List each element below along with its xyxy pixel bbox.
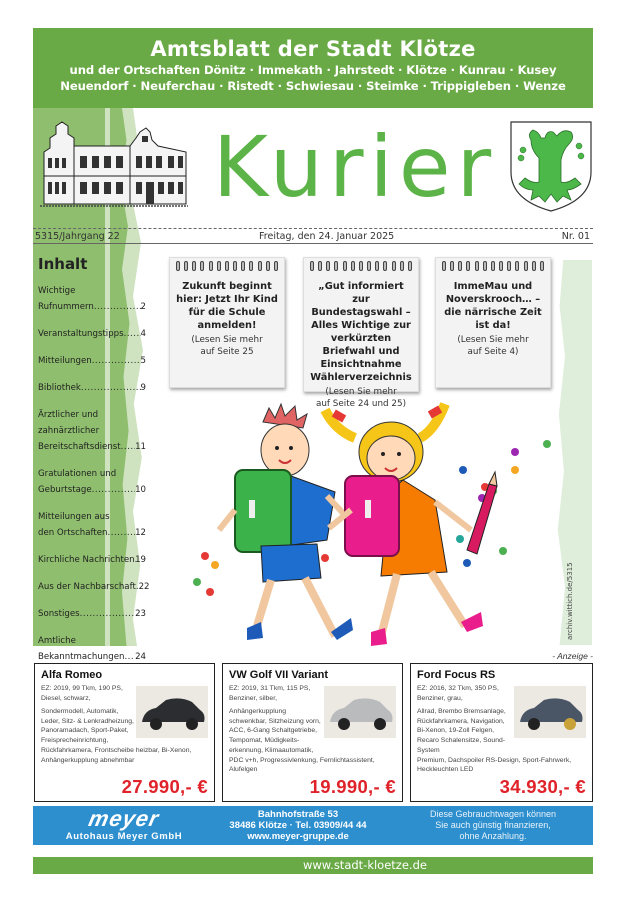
teaser-headline: „Gut informiert zur Bundestagswahl – Alles Wichtige zur verkürzten Briefwahl und Einsichtnahme Wählerverzeichnis xyxy=(310,281,412,383)
toc-page-number: 22 xyxy=(138,582,150,592)
toc-entry-label: Kirchliche Nachrichten xyxy=(38,555,135,565)
toc-entry-line-with-page xyxy=(38,606,146,622)
toc-page-number: 23 xyxy=(135,609,146,619)
spiral-binding-icon xyxy=(176,261,278,275)
spiral-ring xyxy=(507,261,511,271)
dealer-name: Autohaus Meyer GmbH xyxy=(65,831,183,842)
toc-page-number: 19 xyxy=(135,555,146,565)
right-decorative-strip xyxy=(556,260,592,645)
toc-entry-line-with-page xyxy=(38,579,150,595)
toc-entry-label: Rufnummern xyxy=(38,302,94,312)
teaser-headline: ImmeMau und Noverskrooch… – die närrische Zeit ist da! xyxy=(444,281,542,331)
car-photo-icon xyxy=(324,686,396,738)
toc-entry[interactable] xyxy=(38,283,146,315)
car-photo-icon xyxy=(514,686,586,738)
toc-entry-line-with-page xyxy=(38,353,146,369)
dealer-city-phone: 38486 Klötze · Tel. 03909/44 44 xyxy=(229,820,367,831)
spiral-binding-icon xyxy=(310,261,412,275)
toc-entry-line: zahnärztlicher xyxy=(38,426,100,436)
toc-entry-line-with-page xyxy=(38,525,146,541)
spiral-ring xyxy=(400,261,404,271)
spiral-ring xyxy=(274,261,278,271)
toc-page-number: 2 xyxy=(140,302,146,312)
toc-entry[interactable] xyxy=(38,552,146,568)
toc-heading: Inhalt xyxy=(38,255,88,273)
spiral-binding-icon xyxy=(442,261,544,275)
teaser-card[interactable] xyxy=(435,257,551,388)
dealer-street: Bahnhofstraße 53 xyxy=(257,809,339,820)
spiral-ring xyxy=(176,261,180,271)
car-features-wide: Rückfahrkamera, Frontscheibe heizbar, Bi-Xenon, Anhängerkupplung abnehmbar xyxy=(41,746,192,764)
spiral-ring xyxy=(266,261,270,271)
toc-leader-dots xyxy=(121,439,135,455)
spiral-ring xyxy=(217,261,221,271)
dealer-address xyxy=(213,809,383,842)
toc-entry[interactable] xyxy=(38,326,146,342)
toc-entry-line-with-page xyxy=(38,482,146,498)
toc-leader-dots xyxy=(107,525,135,541)
car-photo-icon xyxy=(136,686,208,738)
teaser-reference xyxy=(170,332,284,358)
spiral-ring xyxy=(351,261,355,271)
teaser-card[interactable] xyxy=(169,257,285,388)
teaser-ref-line: auf Seite 24 und 25) xyxy=(315,399,407,409)
spiral-ring xyxy=(491,261,495,271)
teaser-card[interactable] xyxy=(303,257,419,409)
car-price: 19.990,- € xyxy=(309,776,396,797)
girl-figure xyxy=(325,404,497,646)
spiral-ring xyxy=(233,261,237,271)
toc-entry-label: Bekanntmachungen xyxy=(38,652,125,662)
car-basics: EZ: 2019, 31 Tkm, 115 PS, Benziner, silber, xyxy=(229,685,311,702)
spiral-ring xyxy=(408,261,412,271)
car-price: 27.990,- € xyxy=(121,776,208,797)
toc-entry-label: Bibliothek xyxy=(38,383,81,393)
car-ad[interactable] xyxy=(410,663,593,802)
toc-entry-line-with-page xyxy=(38,326,146,342)
spiral-ring xyxy=(375,261,379,271)
publication-title: Amtsblatt der Stadt Klötze xyxy=(150,37,476,61)
dealer-website-link[interactable]: www.meyer-gruppe.de xyxy=(247,831,349,842)
spiral-ring xyxy=(318,261,322,271)
toc-entry-label: den Ortschaften xyxy=(38,528,108,538)
toc-leader-dots xyxy=(81,380,141,396)
spiral-ring xyxy=(466,261,470,271)
teaser-reference xyxy=(436,332,550,358)
toc-entry[interactable] xyxy=(38,509,146,541)
toc-entry-label: Bereitschaftsdienst xyxy=(38,442,121,452)
dealer-logo xyxy=(38,808,210,843)
masthead-title: Kurier xyxy=(212,118,498,216)
issue-date: Freitag, den 24. Januar 2025 xyxy=(259,231,395,242)
toc-entry[interactable] xyxy=(38,407,146,455)
spiral-ring xyxy=(475,261,479,271)
toc-entry-line: Wichtige xyxy=(38,286,76,296)
spiral-ring xyxy=(241,261,245,271)
toc-entry-line-with-page xyxy=(38,439,146,455)
advertisement-label: - Anzeige - xyxy=(552,651,593,661)
car-features-wide: Premium, Dachspoiler RS-Design, Sport-Fahrwerk, Heckleuchten LED xyxy=(417,756,572,774)
car-features-narrow: Anhängerkupplung schwenkbar, Sitzheizung vorn, ACC, 6-Gang Schaltgetriebe, Tempomat, Müdigkeits-erkennung, Klimaautomatik, xyxy=(229,708,321,754)
toc-leader-dots xyxy=(80,606,135,622)
toc-entry-line-with-page xyxy=(38,552,146,568)
spiral-ring xyxy=(442,261,446,271)
spiral-ring xyxy=(383,261,387,271)
spiral-ring xyxy=(450,261,454,271)
toc-entry[interactable] xyxy=(38,380,146,396)
toc-leader-dots xyxy=(124,326,141,342)
spiral-ring xyxy=(326,261,330,271)
spiral-ring xyxy=(343,261,347,271)
issue-reference: 5315/Jahrgang 22 xyxy=(35,231,120,242)
toc-entry-label: Sonstiges xyxy=(38,609,80,619)
coat-of-arms-icon xyxy=(509,120,593,213)
toc-list xyxy=(38,283,150,665)
toc-entry-line-with-page xyxy=(38,299,146,315)
toc-entry[interactable] xyxy=(38,633,146,665)
teaser-ref-line: auf Seite 25 xyxy=(200,347,254,357)
teaser-ref-line: (Lesen Sie mehr xyxy=(457,335,529,345)
toc-entry[interactable] xyxy=(38,606,146,622)
toc-entry-line: Gratulationen und xyxy=(38,469,117,479)
spiral-ring xyxy=(334,261,338,271)
toc-page-number: 12 xyxy=(135,528,146,538)
spiral-ring xyxy=(258,261,262,271)
toc-entry[interactable] xyxy=(38,353,146,369)
car-name: VW Golf VII Variant xyxy=(229,669,329,681)
localities-line-2: Neuendorf · Neuferchau · Ristedt · Schwiesau · Steimke · Trippigleben · Wenze xyxy=(60,79,566,93)
spiral-ring xyxy=(184,261,188,271)
toc-entry-label: Aus der Nachbarschaft. xyxy=(38,582,139,592)
financing-note-line: ohne Anzahlung. xyxy=(459,831,527,841)
spiral-ring xyxy=(532,261,536,271)
financing-note-line: Sie auch günstig finanzieren, xyxy=(435,820,551,830)
toc-page-number: 24 xyxy=(135,652,146,662)
localities-line-1: und der Ortschaften Dönitz · Immekath · Jahrstedt · Klötze · Kunrau · Kusey xyxy=(69,63,557,77)
car-features-narrow: Allrad, Brembo Bremsanlage, Rückfahrkamera, Navigation, Bi-Xenon, 19-Zoll Felgen, Recaro Schalensitze, Sound-System xyxy=(417,708,506,754)
spiral-ring xyxy=(249,261,253,271)
spiral-ring xyxy=(367,261,371,271)
car-name: Alfa Romeo xyxy=(41,669,103,681)
car-name: Ford Focus RS xyxy=(417,669,496,681)
car-ad[interactable] xyxy=(222,663,403,802)
car-ad[interactable] xyxy=(34,663,215,802)
toc-entry-label: Mitteilungen xyxy=(38,356,92,366)
toc-entry-line: Amtliche xyxy=(38,636,76,646)
children-walking-illustration xyxy=(185,400,555,648)
toc-entry-label: Veranstaltungstipps xyxy=(38,329,124,339)
toc-leader-dots xyxy=(92,482,135,498)
dateline xyxy=(33,228,593,244)
toc-entry[interactable] xyxy=(38,466,146,498)
toc-entry[interactable] xyxy=(38,579,150,595)
financing-note xyxy=(393,809,593,842)
spiral-ring xyxy=(392,261,396,271)
dealer-wordmark: meyer xyxy=(86,806,162,831)
teaser-ref-line: (Lesen Sie mehr xyxy=(325,387,397,397)
car-features-wide: PDC v+h, Progressivlenkung, Fernlichtassistent, Alufelgen xyxy=(229,756,375,774)
town-hall-icon xyxy=(40,118,188,210)
toc-entry-label: Geburtstage xyxy=(38,485,92,495)
toc-page-number: 10 xyxy=(135,485,146,495)
spiral-ring xyxy=(499,261,503,271)
spiral-ring xyxy=(200,261,204,271)
toc-page-number: 9 xyxy=(140,383,146,393)
car-basics: EZ: 2019, 99 Tkm, 190 PS, Diesel, schwarz, xyxy=(41,685,123,702)
spiral-ring xyxy=(209,261,213,271)
spiral-ring xyxy=(359,261,363,271)
car-features-narrow: Sondermodell, Automatik, Leder, Sitz- & Lenkradheizung, Panoramadach, Sport-Paket, Freisprecheinrichtung, xyxy=(41,708,134,745)
spiral-ring xyxy=(310,261,314,271)
teaser-ref-line: auf Seite 4) xyxy=(467,347,519,357)
spiral-ring xyxy=(192,261,196,271)
spiral-ring xyxy=(458,261,462,271)
city-website-link[interactable]: www.stadt-kloetze.de xyxy=(303,858,427,872)
archive-credit: archiv.wittich.de/5315 xyxy=(566,562,574,640)
spiral-ring xyxy=(225,261,229,271)
teaser-ref-line: (Lesen Sie mehr xyxy=(191,335,263,345)
toc-entry-line: Mitteilungen aus xyxy=(38,512,110,522)
car-price: 34.930,- € xyxy=(499,776,586,797)
spiral-ring xyxy=(540,261,544,271)
toc-entry-line: Ärztlicher und xyxy=(38,410,99,420)
issue-number: Nr. 01 xyxy=(561,231,590,242)
toc-leader-dots xyxy=(94,299,141,315)
teaser-headline: Zukunft beginnt hier: Jetzt Ihr Kind für die Schule anmelden! xyxy=(176,281,278,331)
footer-bar xyxy=(33,857,593,874)
header-banner xyxy=(33,28,593,108)
table-of-contents xyxy=(38,255,150,676)
spiral-ring xyxy=(524,261,528,271)
toc-page-number: 5 xyxy=(140,356,146,366)
toc-page-number: 11 xyxy=(135,442,146,452)
dealer-banner[interactable] xyxy=(33,806,593,845)
car-basics: EZ: 2016, 32 Tkm, 350 PS, Benziner, grau, xyxy=(417,685,499,702)
toc-leader-dots xyxy=(92,353,141,369)
toc-page-number: 4 xyxy=(140,329,146,339)
toc-entry-line-with-page xyxy=(38,380,146,396)
spiral-ring xyxy=(515,261,519,271)
spiral-ring xyxy=(483,261,487,271)
financing-note-line: Diese Gebrauchtwagen können xyxy=(429,809,557,819)
